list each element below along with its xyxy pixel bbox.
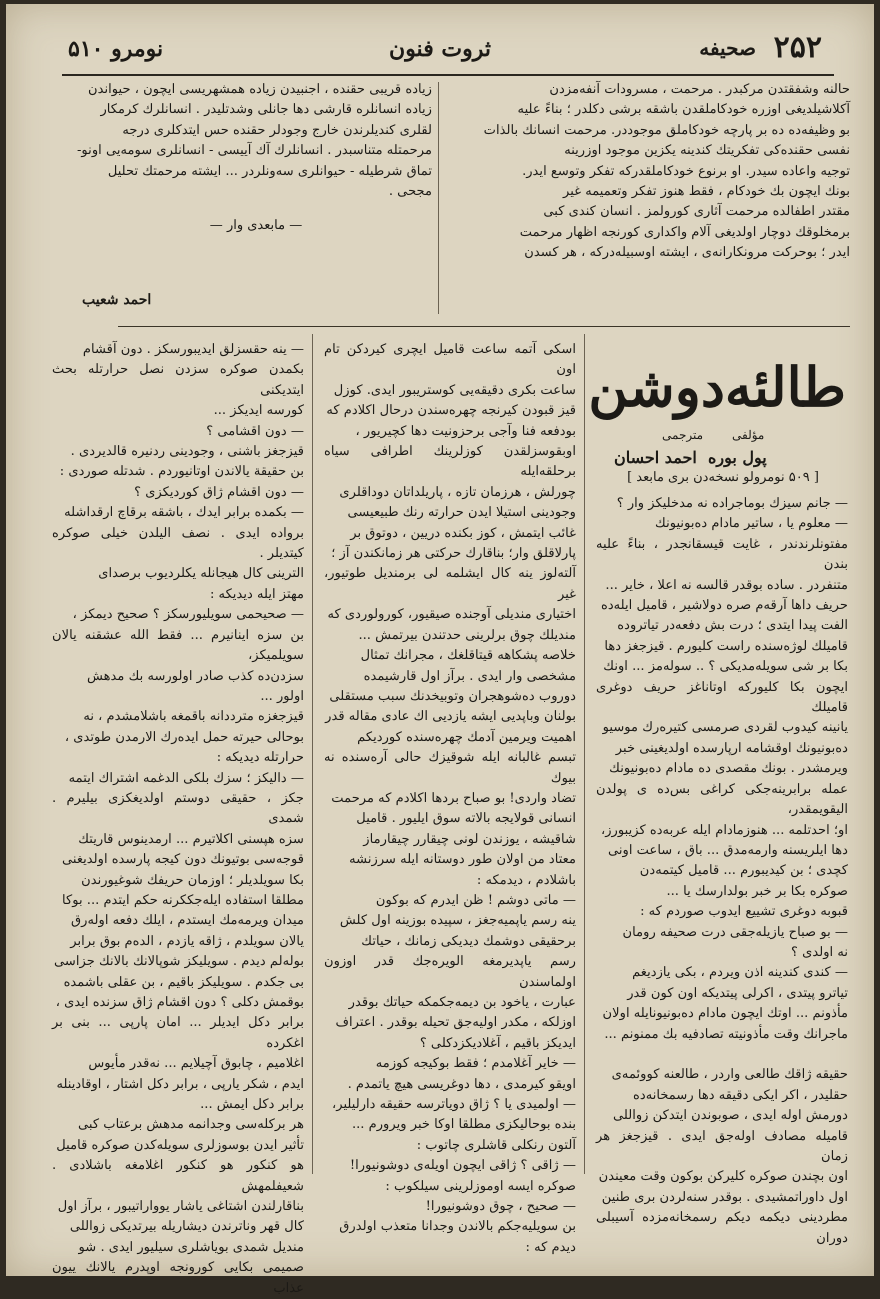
- text-line: حقلیدر ، اكر ایكی دقیقه دها رسمخانه‌ده: [633, 1087, 848, 1103]
- text-line: هو كنكور هو كنكور اغلامغه باشلادی . شعیفلمهش: [52, 1158, 304, 1194]
- text-line: اغلامیم ، چابوق آچیلایم ... نه‌قدر مأیوس: [88, 1056, 304, 1072]
- story-left-column: [52, 340, 304, 1296]
- text-line: الترینی كال هیجانله یكلردیوب برصدای: [98, 566, 304, 582]
- text-line: مندیل شمدی بویاشلری سیلیور ایدی . شو: [78, 1239, 304, 1255]
- text-line: — ژاقی ؟ ژاقی ایچون اویله‌ی دوشونیورا!: [349, 1158, 576, 1174]
- page-number: ۲۵۲: [773, 30, 822, 65]
- text-line: ایچون بكا كلیوركه اوتاناغز حریف دوغری قامیلك: [596, 679, 848, 716]
- text-line: مشخصی وار ایدی . برآز اول قارشیمده: [363, 668, 576, 684]
- text-line: عبارت ، یاخود بن دیمه‌جكمكه حیاتك بوقدر: [348, 995, 576, 1010]
- text-line: تأثیر ایدن بوسوزلری سویله‌كدن صوكره قامیل: [56, 1137, 304, 1153]
- text-line: بولنان وباپدیی ایشه یازدیی اك عادی مقاله قدر: [325, 709, 576, 725]
- text-line: دیدم كه :: [525, 1239, 576, 1255]
- text-line: قیزجغزه مترددانه باقمغه باشلامشدم ، نه: [83, 709, 304, 725]
- article-author: احمد شعیب: [82, 292, 152, 308]
- text-line: مأذونم ... اوتك ایچون مادام ده‌بونیونایله اولان: [602, 1006, 848, 1022]
- text-line: ایدر ؛ بوحركت مرونكارانه‌ی ، ایشته اوسبیله‌دركه ، هر كسدن: [524, 245, 850, 261]
- text-line: اهمیت ویرمین آدمك چهره‌سنده كوردیكم: [357, 729, 576, 745]
- story-translator: احمد احسان: [614, 448, 697, 467]
- text-line: حریف داها آرقه‌م صره دولاشیر ، قامیل ایله‌ده: [600, 598, 848, 614]
- story-author: پول بوره: [708, 448, 767, 467]
- text-line: مجحی .: [388, 184, 432, 200]
- top-article-right-column: [446, 80, 850, 320]
- text-line: بونك ایچون بك خودكام ، فقط هنوز تفكر وتعمیمه غیر: [563, 184, 850, 200]
- text-line: ساعت بكری دقیقه‌یی كوستریبور ایدی. كوزل: [333, 382, 576, 398]
- text-line: — بكمده برابر ایدك ، باشقه برقاچ ارقداشله: [64, 505, 304, 521]
- text-line: بوقمش دكلی ؟ دون اقشام ژاق سزنده ایدی ،: [55, 995, 304, 1010]
- text-line: شاقیشه ، یوزندن لونی چیقارر چیقارماز: [363, 831, 576, 847]
- text-line: مرحمتله متناسبدر . انسانلرك آك آییسی - انسانلری سومه‌یی اونو-: [76, 143, 432, 159]
- text-line: — كندی كندینه اذن ویردم ، بكی یازدیغم: [632, 965, 848, 981]
- text-line: — ینه حقسزلق ایدیبورسكز . دون آقشام: [82, 342, 304, 357]
- text-line: یالان سویلدم ، ژاقه یازدم ، الده‌م بوق برابر: [70, 933, 304, 949]
- text-line: ویرمشدر . بونك مقصدی ده مادام ده‌بونیونك: [609, 761, 848, 777]
- text-line: بكا بر شی سویله‌مدیكی ؟ .. سوله‌مز ... اونك: [603, 659, 848, 675]
- text-line: بو وظیفه‌ده ده بر پارچه خودكاملق موجوددر. مرحمت انسانك بالذات: [483, 122, 850, 138]
- text-line: غائب ایتمش ، كوز بكنده دریین ، دوتوق بر: [350, 525, 576, 541]
- text-line: كال قهر وناترندن دیشاریله بیرتدیكی زواللی: [69, 1219, 304, 1235]
- text-line: — صحیح ، چوق دوشونیورا!: [425, 1199, 576, 1215]
- text-line: بوحالی حیرته حمل ایده‌رك الارمدن طوتدی ،: [64, 729, 304, 745]
- text-line: بن سزه اینانیرم ... فقط الله عشقنه یالان سویلمیكز،: [52, 627, 304, 664]
- text-line: قیزجغز باشنی ، وجودینی ردنیره قالدیردی .: [70, 444, 304, 460]
- text-line: اون بچندن صوكره كلیركن بوكون وقت معیندن: [598, 1169, 848, 1185]
- text-line: قوجه‌سی بوتیونك دون كیجه پارسده اولدیغنی: [61, 852, 304, 868]
- text-line: تضاد واردی! بو صباح بردها اكلادم كه مرحمت: [331, 790, 576, 806]
- text-line: سزه هپسنی اكلاتیرم ... ارمدینوس قاریتك: [78, 831, 304, 847]
- text-line: معتاد من اولان طور دوستانه ایله سرزنشه: [349, 852, 576, 868]
- continuation-note: — مابعدی وار —: [209, 218, 303, 233]
- text-line: قیز قبودن كیرنجه چهره‌سندن درحال اكلادم كه: [326, 403, 576, 419]
- text-line: تماق شرطیله - حیوانلری سه‌ونلردر ... ایشته مرحمتك تحلیل: [107, 163, 432, 179]
- text-line: مفتونلرندندر ، غایت قیسقانجدر ، بناءً علیه بندن: [596, 536, 848, 573]
- text-line: برحقیقی دوشمك دیدیكی زمانك ، حیاتك: [361, 933, 576, 949]
- story-middle-column: [324, 340, 576, 1255]
- text-line: بناقارلندن اشتاغی یاشار یوواراتیبور ، برآز اول: [57, 1199, 304, 1215]
- text-line: بوله‌لم دیدم . سویلیكز شوپالانك بالانك جزاسی: [54, 954, 304, 970]
- text-line: بكمدن صوكره سزدن نصل حرارتله بحث ایتدیكنی: [52, 362, 304, 398]
- text-line: بن حقیقة یالاندن اوتانیوردم . شدتله صوردی :: [59, 464, 304, 480]
- text-line: اسكی آتمه ساعت قامیل ایچری كیردكن تام اون: [324, 342, 576, 378]
- top-article-left-column: [62, 80, 432, 210]
- text-line: — خایر آغلامدم ؛ فقط بوكیجه كوزمه: [375, 1056, 576, 1072]
- text-line: مطلقا استفاده ایله‌جككرنه حكم ایتدم ... بوكا: [62, 892, 304, 908]
- text-line: برابر دكل ایمش ...: [200, 1097, 304, 1113]
- text-line: — جانم سیزك بوماجراده نه مدخلیكز وار ؟: [616, 496, 848, 511]
- text-line: — معلوم یا ، ساتیر مادام ده‌بونیونك: [655, 516, 848, 532]
- text-line: برابر دكل ایدیلر ... امان پارپی ... بنی بر اغكرده: [52, 1015, 304, 1051]
- text-line: [596, 1045, 848, 1065]
- text-line: — دالیكز ؛ سزك بلكی الدغمه اشتراك ایتمه‌: [68, 770, 304, 786]
- column-divider-right: [584, 334, 585, 1174]
- text-line: اوبقوسزلقدن كوزلرینك اطرافی سیاه برحلقه‌ایله: [324, 444, 576, 480]
- text-line: بكا سویلدیلر ؛ اوزمان حریفك شوغیورندن: [81, 872, 304, 888]
- newspaper-page: [6, 4, 874, 1296]
- text-line: حالنه وشفقتدن مركبدر . مرحمت ، مسرودات آنفه‌مزدن: [549, 82, 850, 97]
- text-line: اولور ...: [260, 688, 304, 704]
- text-line: نه اولدی ؟: [790, 944, 848, 960]
- text-line: مهتز ایله دیدیكه :: [209, 586, 304, 602]
- text-line: متنفردر . ساده بوقدر قالسه نه اعلا ، خایر ...: [605, 577, 848, 593]
- text-line: صوكره بكا بر خبر بولدارسك یا ...: [666, 883, 848, 899]
- column-divider-left: [312, 334, 313, 1174]
- text-line: آلته‌لوز ینه كال ایشلمه لی برمندیل طوتیور، غیر: [324, 566, 576, 602]
- text-line: — صحیحمی سویلیورسكز ؟ صحیح دیمكز ،: [72, 607, 304, 623]
- text-line: یانینه كیدوب لقردی صرمسی كتیره‌رك موسیو: [602, 720, 848, 736]
- text-line: الفت پیدا ایتدی ؛ درت بش دفعه‌در تیاتروده: [617, 618, 848, 634]
- text-line: مقتدر اطفالده مرحمت آثاری كورولمز . انسان كندی كبی: [543, 204, 850, 220]
- text-line: ده‌بونیونك اوقشامه ارپارسده اولدیغینی خبر: [615, 740, 848, 756]
- text-line: — بو صباح یازیله‌جقی درت صحیفه رومان: [622, 924, 848, 940]
- text-line: قامیله مصادف اوله‌جق ایدی . قیزجغز هر زمان: [596, 1128, 848, 1164]
- translator-label: مترجمی: [662, 428, 704, 442]
- text-line: صمیمی بكایی كورونجه اوپدرم یالانك ییون عذاب: [52, 1260, 304, 1296]
- text-line: وجودینی استیلا ایدن حرارته رنك طبیعیسی: [347, 505, 576, 521]
- text-line: آلتون رنكلی قاشلری چاتوب :: [416, 1137, 576, 1153]
- text-line: تبسم غالبانه ایله شوقیزك حالی آره‌سنده نه بیوك: [324, 750, 576, 786]
- text-line: قامیلك لوژه‌سنده راست كلیورم . قیزجغز دها: [604, 638, 848, 654]
- text-line: بنده بوحالیكزی مطلقا اوكا خبر ویرورم ...: [351, 1117, 576, 1133]
- text-line: بن سویلیه‌جكم بالاندن وجدانا متعذب اولدرق: [339, 1219, 576, 1235]
- text-line: — دون اقشام ژاق كوردیكزی ؟: [134, 484, 304, 500]
- text-line: حقیقه ژاقك طالعی واردر ، طالعنه كووئمه‌ی: [611, 1067, 848, 1083]
- text-line: كورسه ایدیكز ...: [213, 403, 304, 419]
- top-column-divider: [438, 82, 439, 314]
- text-line: زیاده قریبی حقنده ، اجنبیدن زیاده همشهریسی ایچون ، حیواندن: [87, 82, 432, 97]
- page-word: صحیفه: [699, 36, 756, 60]
- text-line: مطردینی دیكمه دیكم رسمخانه‌مزده آسیبلی دوران: [596, 1210, 848, 1246]
- text-line: اوزلكه ، مكدر اولیه‌جق تحیله بوقدر . اعتراف: [335, 1015, 576, 1031]
- text-line: اختیاری مندیلی آوجنده صیقیور، كورولوردی كه: [327, 607, 576, 623]
- section-rule: [118, 326, 850, 327]
- issue-number: نومرو ۵۱۰: [68, 36, 164, 62]
- text-line: برواده ایدی . نصف الیلدن خیلی صوكره كیتدیلر .: [52, 525, 304, 562]
- page-header: [6, 26, 874, 76]
- text-line: قبوبه دوغری تشییع ایدوب صوردم كه :: [640, 904, 848, 920]
- text-line: رسم یاپدیرمغه الویره‌جك قدر اوزون اولماسندن: [324, 954, 576, 990]
- text-line: خلاصه پشكاهه قیتاقلغك ، مجرانك تمثال: [360, 648, 576, 664]
- text-line: پارلاقلق وار؛ بناقارك حركتی هر زمانكندن آز ؛: [331, 546, 576, 562]
- magazine-title: ثروت فنون: [389, 36, 491, 62]
- previous-issue-note: [ ۵۰۹ نومرولو نسخه‌دن بری مابعد ]: [627, 470, 819, 485]
- text-line: مندیلك چوق برلرینی حدتندن بیرتمش ...: [358, 627, 576, 643]
- text-line: دورمش اوله ایدی ، صوبوندن ایتدكن زواللی: [612, 1108, 848, 1124]
- text-line: بی جكدم . سویلیكز باقیم ، بن عقلی باشمده: [63, 974, 304, 990]
- text-line: برمخلوقك دوچار اولدیغی آلام واكداری كورنجه اظهار مرحمت: [519, 224, 850, 240]
- text-line: حرارتله دیدیكه :: [216, 750, 304, 766]
- text-line: اویقو كیرمدی ، دها دوغریسی هیچ یاتمدم .: [347, 1076, 576, 1092]
- author-label: مؤلفی: [732, 428, 765, 442]
- text-line: میدان ویرمه‌مك ایستدم ، ایلك دفعه اوله‌رق: [71, 913, 304, 929]
- text-line: جكز ، حقیقی دوستم اولدیغكزی بیلیرم . شمدی: [52, 790, 304, 827]
- text-line: — اولمیدی یا ؟ ژاق دویاترسه حقیقه دارلیلیر،: [332, 1097, 576, 1113]
- text-line: تیاترو پیتدی ، اكرلی پیتدیكه اون كون قدر: [627, 985, 848, 1001]
- text-line: — ماتی دوشم ! ظن ایدرم كه بوكون: [375, 892, 576, 908]
- text-line: دوروب ده‌شوهجران وتوبیخدنك سبب مستقلی: [329, 688, 576, 704]
- story-title: طالئه‌دوشن: [588, 355, 846, 419]
- text-line: زیاده انسانلره قارشی دها جانلی وشدتلیدر . انسانلرك كرمكار: [100, 102, 432, 118]
- text-line: چورلش ، هرزمان تازه ، پاریلداتان دوداقلری: [339, 484, 576, 500]
- text-line: صوكره ایسه اوموزلرینی سیلكوب :: [385, 1178, 576, 1194]
- text-line: ایدم ، شكر یارپی ، برابر دكل اشتار ، اوقادینله: [56, 1076, 304, 1092]
- text-line: كچدی ؛ بن كیدیبورم ... قامیل كیتمه‌دن: [639, 863, 848, 879]
- text-line: انسانی قولایجه بالاته سوق ایلیور . قامیل: [356, 811, 576, 827]
- text-line: توجیه واعاده سیدر. او برنوع خودكاملقدركه تفكر وتوسع ایدر.: [522, 163, 850, 179]
- story-right-column: [596, 494, 848, 1246]
- text-line: باشلادم ، دیدمكه :: [476, 872, 576, 888]
- text-line: ایدیكز باقیم ، آغلادیكزدكلی ؟: [419, 1035, 576, 1051]
- text-line: او؛ احدتلمه ... هنوزمادام ایله عربه‌ده كزیبورز،: [601, 822, 848, 838]
- text-line: نفسی حقنده‌كی تفكریتك كندینه یكزین موجود اوزرینه: [564, 143, 850, 159]
- text-line: ینه رسم یاپمیه‌جغز ، سپیده بوزینه اول كلش: [339, 913, 576, 929]
- header-rule: [62, 74, 834, 76]
- text-line: لقلری كندیلرندن خارج وجودلر حقنده حس ایتدكلری درجه‌: [122, 122, 432, 138]
- text-line: دها ایلریسنه وارمه‌مدق ... باق ، ساعت اونی: [607, 842, 848, 858]
- text-line: عمله برابرینه‌جكی كراغی بس‌ده ی پولدن الیقویمقدر،: [596, 781, 848, 818]
- text-line: سزدن‌ده كذب صادر اولورسه بك مدهش: [86, 668, 304, 684]
- text-line: آكلاشیلدیغی اوزره خودكاملقدن باشقه برشی دكلدر ؛ بناءً علیه: [517, 102, 850, 118]
- text-line: — دون اقشامی ؟: [206, 423, 304, 439]
- text-line: ماجرانك وقت مأذونیته تصادفیه بك ممنونم ...: [604, 1026, 848, 1042]
- text-line: اول داوراتمشیدی . بوقدر سنه‌لردن بری طنین: [601, 1189, 848, 1205]
- text-line: بودفعه فنا وآجی برحزونیت دها كچیریور ،: [355, 423, 576, 439]
- text-line: هر بركله‌سی وجدانمه مدهش برعتاب كبی: [78, 1117, 304, 1133]
